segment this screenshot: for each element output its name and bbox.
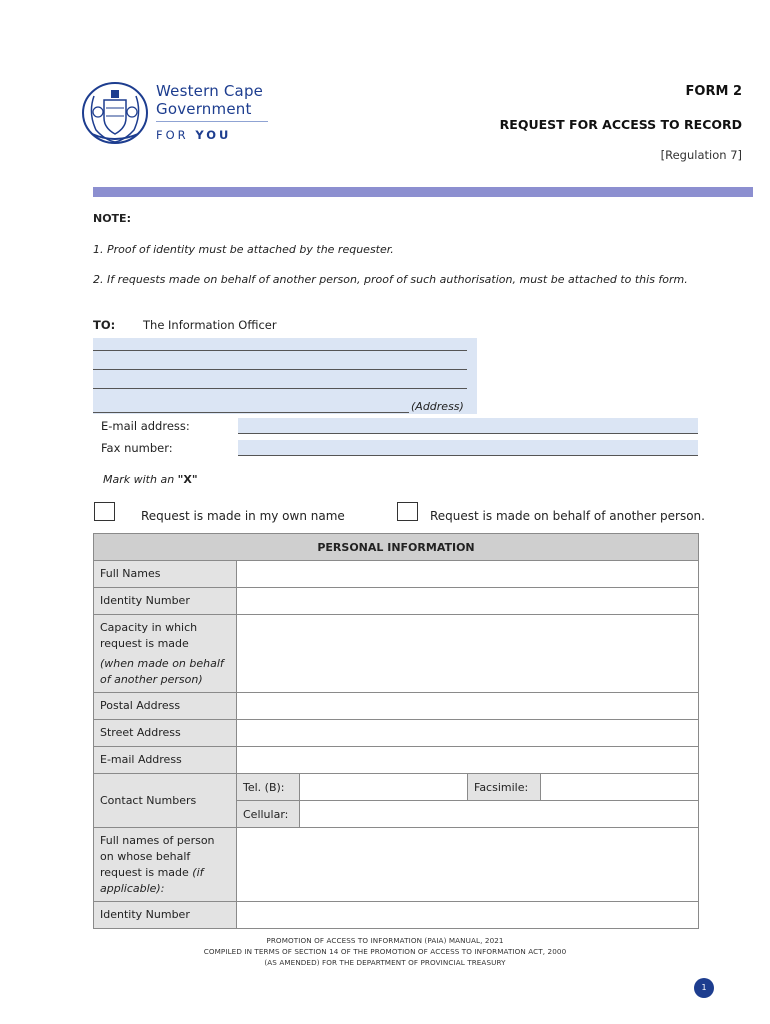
email-address-field[interactable] [237,747,699,774]
logo-wordmark-line2: Government [156,100,252,118]
full-names-label: Full Names [94,561,237,588]
address-line [93,412,409,413]
note-item: 2. If requests made on behalf of another person, proof of such authorisation, must be attached to this form. [93,273,688,286]
contact-numbers-label: Contact Numbers [94,774,237,828]
footer-line: COMPILED IN TERMS OF SECTION 14 OF THE PROMOTION OF ACCESS TO INFORMATION ACT, 2000 [203,947,567,956]
identity-number-label: Identity Number [94,588,237,615]
fax-field[interactable] [238,440,698,456]
postal-address-label: Postal Address [94,693,237,720]
page-number-badge: 1 [694,978,714,998]
address-caption: (Address) [411,400,464,413]
street-address-label: Street Address [94,720,237,747]
footer-line: (AS AMENDED) FOR THE DEPARTMENT OF PROVINCIAL TREASURY [264,958,506,967]
logo-wordmark-line1: Western Cape [156,82,264,100]
identity-number-2-label: Identity Number [94,902,237,929]
behalf-names-field[interactable] [237,828,699,902]
cellular-field[interactable] [300,801,699,828]
email-field[interactable] [238,418,698,434]
tel-b-label: Tel. (B): [237,774,300,801]
full-names-field[interactable] [237,561,699,588]
note-label: NOTE: [93,212,131,225]
street-address-field[interactable] [237,720,699,747]
recipient-name: The Information Officer [143,318,277,332]
behalf-checkbox[interactable] [397,502,418,521]
email-label: E-mail address: [101,419,190,433]
logo-tagline: FOR YOU [156,128,232,142]
coat-of-arms-icon [80,78,150,148]
own-name-label: Request is made in my own name [141,509,345,523]
note-item: 1. Proof of identity must be attached by the requester. [93,243,394,256]
email-address-label: E-mail Address [94,747,237,774]
logo-divider [156,121,268,122]
table-heading: PERSONAL INFORMATION [94,534,699,561]
footer-line: PROMOTION OF ACCESS TO INFORMATION (PAIA) MANUAL, 2021 [266,936,504,945]
regulation-reference: [Regulation 7] [660,148,742,162]
facsimile-field[interactable] [541,774,699,801]
form-title: REQUEST FOR ACCESS TO RECORD [499,117,742,132]
personal-information-table [93,533,699,929]
postal-address-field[interactable] [237,693,699,720]
to-label: TO: [93,318,116,332]
identity-number-field[interactable] [237,588,699,615]
capacity-label: Capacity in which request is made (when made on behalf of another person) [94,615,237,693]
capacity-field[interactable] [237,615,699,693]
form-number: FORM 2 [685,84,742,99]
behalf-label: Request is made on behalf of another person. [430,509,705,523]
fax-label: Fax number: [101,441,173,455]
tel-b-field[interactable] [300,774,468,801]
mark-instruction: Mark with an "X" [103,473,198,486]
behalf-names-label: Full names of person on whose behalf request is made (if applicable): [94,828,237,902]
facsimile-label: Facsimile: [468,774,541,801]
own-name-checkbox[interactable] [94,502,115,521]
identity-number-2-field[interactable] [237,902,699,929]
header-divider-bar [93,187,753,197]
cellular-label: Cellular: [237,801,300,828]
